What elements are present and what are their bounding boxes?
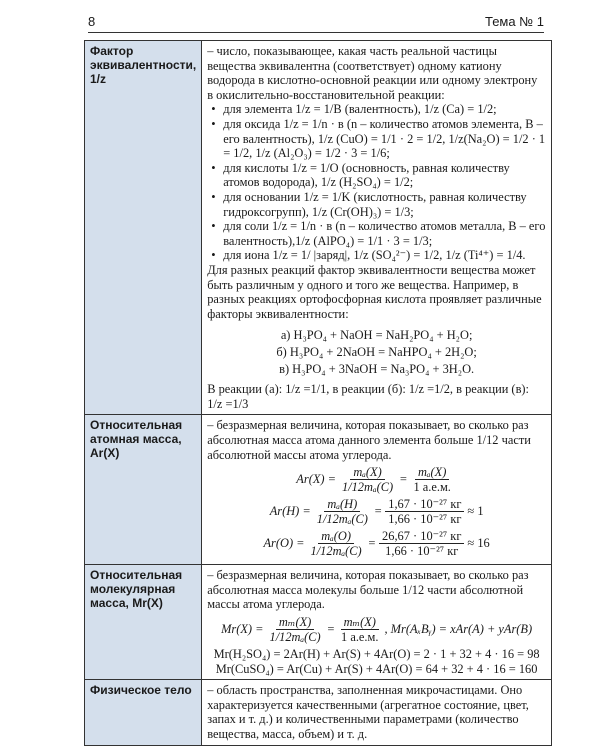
- definition-physical-body: – область пространства, заполненная микрочастицами. Оно характеризуется качественными (агрегатное состояние, цвет, запах и т. д.) и количественными параметрами (количество вещества, масса, объем) и т. д.: [202, 680, 552, 745]
- topic-label: Тема № 1: [484, 14, 544, 29]
- reactions-block: [207, 327, 546, 378]
- bullet-ion: • для иона 1/z = 1/ |заряд|, 1/z (SO₄²⁻) = 1/2, 1/z (Ti⁴⁺) = 1/4.: [223, 248, 546, 263]
- definition-relative-molecular-mass: [202, 565, 552, 680]
- reactions-intro: Для разных реакций фактор эквивалентности вещества может быть различным у одного и того же вещества. Например, в разных реакциях ортофосфорная кислота проявляет различные факторы эквивалентности:: [207, 262, 542, 321]
- example-h2so4: Mr(H₂SO₄) = 2Ar(H) + Ar(S) + 4Ar(O) = 2 · 1 + 32 + 4 · 16 = 98: [213, 647, 540, 662]
- formula-mr-x: Mr(X) = $\frac{\text{mₘ(X)}}{\text{1/12mₐ(C)}}$ = mₘ(X) 1 а.е.м. , Mr(AₓBᵧ) = xAr(A) + yAr(B): [221, 615, 533, 645]
- bullet-salt: • для соли 1/z = 1/n · в (n – количество атомов металла, В – его валентность),1/z (AlPO₄) = 1/1 · 3 = 1/3;: [223, 219, 546, 248]
- reaction-b: б) H₃PO₄ + 2NaOH = NaHPO₄ + 2H₂O;: [276, 345, 477, 360]
- intro-text: – число, показывающее, какая часть реальной частицы вещества эквивалентна (соответствует) одному катиону водорода в кислотно-основной реакции или одному электрону в окислительно-восстановительной реакции:: [207, 44, 538, 102]
- bullet-element: • для элемента 1/z = 1/В (валентность), 1/z (Ca) = 1/2;: [223, 102, 546, 117]
- header-rule: [88, 32, 544, 33]
- definition-relative-atomic-mass: [202, 415, 552, 565]
- row-relative-molecular-mass: [85, 565, 552, 680]
- formula-ar-x: Ar(X) = $\frac{\text{mₐ(X)}}{\text{1/12mₐ(C)}}$ = mₐ(X) 1 а.е.м.: [296, 465, 451, 495]
- page-header: [88, 14, 544, 32]
- term-relative-molecular-mass: Относительная молекулярная масса, Mr(X): [85, 565, 202, 680]
- row-relative-atomic-mass: [85, 415, 552, 565]
- row-equivalence-factor: [85, 41, 552, 415]
- reaction-a: а) H₃PO₄ + NaOH = NaH₂PO₄ + H₂O;: [280, 328, 473, 343]
- term-equivalence-factor: Фактор эквивалентности, 1/z: [85, 41, 202, 415]
- atomic-mass-text: – безразмерная величина, которая показывает, во сколько раз абсолютная масса атома данного элемента больше 1/12 части абсолютной массы атома углерода.: [207, 418, 531, 462]
- term-relative-atomic-mass: Относительная атомная масса, Ar(X): [85, 415, 202, 565]
- example-cuso4: Mr(CuSO₄) = Ar(Cu) + Ar(S) + 4Ar(O) = 64 + 32 + 4 · 16 = 160: [215, 661, 538, 676]
- bullet-base: • для основании 1/z = 1/K (кислотность, равная количеству гидроксогрупп), 1/z (Cr(OH)₃) = 1/3;: [223, 190, 546, 219]
- definition-equivalence-factor: [202, 41, 552, 415]
- bullet-list: [207, 102, 546, 263]
- reaction-c: в) H₃PO₄ + 3NaOH = Na₃PO₄ + 3H₂O.: [279, 362, 475, 377]
- bullet-oxide: • для оксида 1/z = 1/n · в (n – количество атомов элемента, В – его валентность), 1/z (CuO) = 1/1 · 2 = 1/2, 1/z(Na₂O) = 1/2 · 1 = 1/2, 1/z (Al₂O₃) = 1/2 · 3 = 1/6;: [223, 117, 546, 161]
- formula-ar-o: Ar(O) = $\frac{\text{mₐ(O)}}{\text{1/12mₐ(C)}}$ = 26,67 · 10⁻²⁷ кг 1,66 · 10⁻²⁷ кг ≈ 16: [263, 529, 490, 559]
- reactions-summary: В реакции (а): 1/z =1/1, в реакции (б): 1/z =1/2, в реакции (в): 1/z =1/3: [207, 382, 529, 411]
- bullet-acid: • для кислоты 1/z = 1/O (основность, равная количеству атомов водорода), 1/z (H₂SO₄) = 1/2;: [223, 161, 546, 190]
- definitions-table: [84, 40, 552, 746]
- molecular-mass-text: – безразмерная величина, которая показывает, во сколько раз абсолютная масса молекулы больше 1/12 части абсолютной массы атома углерода.: [207, 568, 529, 612]
- term-physical-body: Физическое тело: [85, 680, 202, 745]
- row-physical-body: [85, 680, 552, 745]
- formula-ar-h: Ar(H) = $\frac{\text{mₐ(H)}}{\text{1/12mₐ(C)}}$ = 1,67 · 10⁻²⁷ кг 1,66 · 10⁻²⁷ кг ≈ 1: [269, 497, 484, 527]
- page-number: 8: [88, 14, 96, 29]
